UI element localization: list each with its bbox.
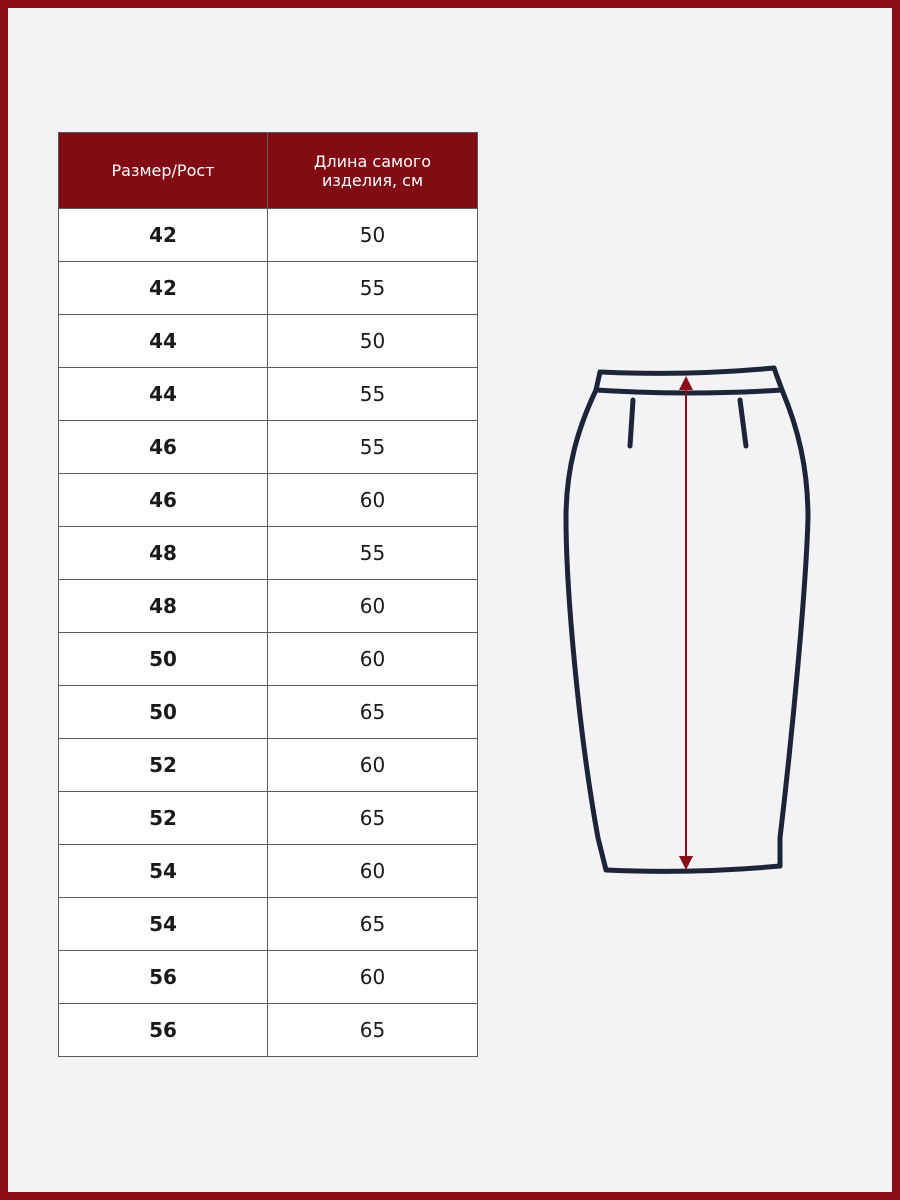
table-row: [59, 580, 478, 633]
header-size-height: Размер/Рост: [59, 133, 268, 209]
size-cell: 44: [59, 315, 268, 368]
size-cell: 56: [59, 1004, 268, 1057]
table-row: [59, 739, 478, 792]
size-cell: 48: [59, 527, 268, 580]
table-row: [59, 633, 478, 686]
length-cell: 65: [268, 686, 478, 739]
waistband-bottom: [596, 390, 782, 393]
table-body: [59, 209, 478, 1057]
size-cell: 50: [59, 686, 268, 739]
right-dart: [740, 400, 746, 446]
table-row: [59, 262, 478, 315]
table-row: [59, 421, 478, 474]
length-cell: 55: [268, 421, 478, 474]
skirt-left-seam: [566, 390, 606, 870]
length-cell: 60: [268, 951, 478, 1004]
table-row: [59, 1004, 478, 1057]
size-cell: 56: [59, 951, 268, 1004]
pencil-skirt-icon: [548, 348, 828, 893]
size-cell: 52: [59, 739, 268, 792]
table-row: [59, 845, 478, 898]
size-cell: 44: [59, 368, 268, 421]
length-cell: 60: [268, 845, 478, 898]
header-product-length: Длина самого изделия, см: [268, 133, 478, 209]
table-header-row: [59, 133, 478, 209]
size-cell: 46: [59, 421, 268, 474]
table-row: [59, 209, 478, 262]
size-cell: 46: [59, 474, 268, 527]
length-cell: 60: [268, 580, 478, 633]
length-cell: 60: [268, 739, 478, 792]
size-cell: 48: [59, 580, 268, 633]
skirt-right-seam: [780, 390, 808, 866]
length-cell: 55: [268, 262, 478, 315]
length-cell: 65: [268, 898, 478, 951]
length-cell: 60: [268, 633, 478, 686]
skirt-hem: [606, 866, 780, 871]
size-cell: 42: [59, 209, 268, 262]
table-row: [59, 474, 478, 527]
length-cell: 60: [268, 474, 478, 527]
length-cell: 65: [268, 792, 478, 845]
table-row: [59, 792, 478, 845]
size-chart-table: [58, 132, 478, 1057]
table-row: [59, 898, 478, 951]
size-cell: 52: [59, 792, 268, 845]
waistband-top: [600, 368, 774, 373]
table-row: [59, 315, 478, 368]
size-cell: 54: [59, 898, 268, 951]
size-cell: 50: [59, 633, 268, 686]
length-cell: 55: [268, 527, 478, 580]
left-dart: [630, 400, 633, 446]
length-cell: 50: [268, 209, 478, 262]
length-arrow-icon: [679, 376, 693, 870]
length-cell: 50: [268, 315, 478, 368]
table-row: [59, 368, 478, 421]
size-cell: 54: [59, 845, 268, 898]
size-cell: 42: [59, 262, 268, 315]
table-row: [59, 527, 478, 580]
length-cell: 55: [268, 368, 478, 421]
length-cell: 65: [268, 1004, 478, 1057]
table-row: [59, 951, 478, 1004]
table-row: [59, 686, 478, 739]
